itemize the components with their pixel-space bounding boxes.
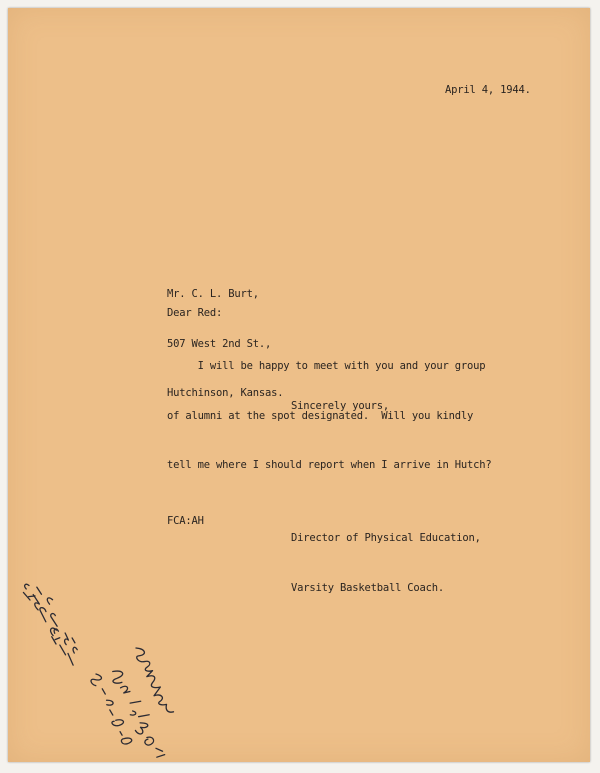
- recipient-street: 507 West 2nd St.,: [167, 337, 272, 350]
- salutation: Dear Red:: [167, 307, 223, 319]
- complimentary-closing: Sincerely yours,: [291, 400, 389, 412]
- signature-title-line: Director of Physical Education,: [291, 532, 481, 544]
- body-line: tell me where I should report when I arrive in Hutch?: [167, 459, 492, 471]
- handwritten-number: [86, 673, 137, 747]
- signature-title-line: Varsity Basketball Coach.: [291, 581, 445, 594]
- handwritten-tally-marks: [16, 584, 65, 636]
- letter-page: [8, 8, 590, 762]
- letter-date: April 4, 1944.: [445, 84, 531, 96]
- signature-block: [291, 497, 481, 629]
- reference-initials: FCA:AH: [167, 515, 204, 527]
- handwritten-date: [103, 667, 172, 761]
- body-line: I will be happy to meet with you and your group: [167, 360, 486, 372]
- handwritten-note: [127, 645, 179, 716]
- recipient-name: Mr. C. L. Burt,: [167, 288, 259, 300]
- recipient-city: Hutchinson, Kansas.: [167, 387, 284, 399]
- handwritten-figures: [46, 628, 81, 665]
- body-line: of alumni at the spot designated. Will you kindly: [167, 409, 474, 422]
- letter-body: [167, 325, 491, 507]
